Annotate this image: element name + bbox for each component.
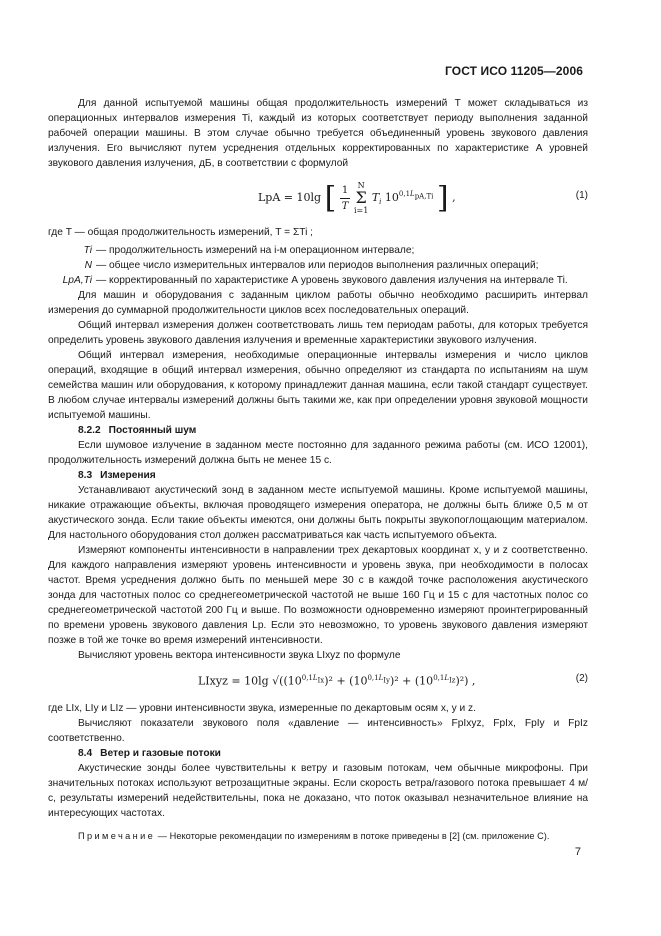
section-number: 8.3: [78, 470, 93, 481]
note: [48, 829, 588, 844]
standard-header: ГОСТ ИСО 11205—2006: [445, 64, 583, 78]
formula-1-expression: LpA = 10lg [ $\frac{1}{T}$ N Σ i=1 $T_i$ $10^{0,1L_{pA,Ti}}$ ] ,: [258, 180, 456, 216]
section-title: Измерения: [100, 470, 156, 481]
definition-item: [48, 243, 588, 258]
paragraph-intro: Для данной испытуемой машины общая продолжительность измерений T может складываться из операционных интервалов измерения Ti, каждый из которых соответствует периоду выполнения заданной рабочей операции машины. В этом случае обычно требуется объединенный уровень звукового давления излучения. Его вычисляют путем усреднения отдельных корректированных по характеристике А уровней звукового давления излучения, дБ, в соответствии с формулой: [48, 98, 588, 169]
definition-item: [48, 258, 588, 273]
formula-2-expression: LIxyz = 10lg $√((10^{0,1L_{Ix}})^2 + (10^{0,1L_{Iy}})^2 + (10^{0,1L_{Iz}})^2)$ ,: [198, 674, 476, 688]
formula-2: [48, 665, 588, 699]
definition-text: — корректированный по характеристике А уровень звукового давления излучения на интервале Ti.: [96, 275, 568, 286]
note-text: — Некоторые рекомендации по измерениям в потоке приведены в [2] (см. приложение С).: [157, 831, 550, 841]
formula-1: [48, 173, 588, 223]
paragraph-vector-level: Вычисляют уровень вектора интенсивности звука LIxyz по формуле: [78, 650, 401, 661]
definition-symbol: LpA,Ti: [62, 275, 92, 286]
formula-1-number: (1): [575, 190, 588, 201]
section-number: 8.4: [78, 748, 93, 759]
paragraph-interval: Общий интервал измерения должен соответствовать лишь тем периодам работы, для которых требуется определить уровень звукового давления излучения и временные характеристики звукового излучения.: [48, 320, 588, 346]
paragraph-field-indicators: Вычисляют показатели звукового поля «давление — интенсивность» FpIxyz, FpIx, FpIy и FpIz соответственно.: [48, 718, 588, 744]
formula-1-lhs: LpA = 10lg: [258, 191, 322, 204]
note-label: Примечание: [78, 831, 156, 841]
paragraph-intervals-standard: Общий интервал измерения, необходимые операционные интервалы измерения и число циклов операций, входящие в общий интервал измерения, обычно определяют из стандарта по испытаниям на шум семейства машин или оборудования, к которому принадлежит данная машина, если такой стандарт существует. В любом случае интервалы измерений должны быть такими же, как при определении уровня звуковой мощности испытуемой машины.: [48, 350, 588, 421]
definition-symbol: Ti: [83, 245, 92, 256]
section-heading-8-3: [48, 468, 588, 483]
definition-text: — общее число измерительных интервалов или периодов выполнения различных операций;: [96, 260, 539, 271]
page-number: 7: [574, 846, 581, 858]
definition-item: [48, 273, 588, 288]
paragraph-probe-setup: Устанавливают акустический зонд в заданном месте испытуемой машины. Кроме испытуемой машины, никакие отражающие объекты, включая проводящего измерения оператора, не должны быть ближе 0,5 м от акустического зонда. Если такие объекты имеются, они должны быть покрыты звукопоглощающим материалом. Для настольного оборудования стол должен рассматриваться как часть испытуемого объекта.: [48, 485, 588, 541]
section-heading-8-2-2: [48, 423, 588, 438]
document-body: [48, 96, 588, 844]
formula-2-lhs: LIxyz = 10lg: [198, 674, 269, 688]
paragraph-cycle: Для машин и оборудования с заданным циклом работы обычно необходимо расширить интервал измерения до суммарной продолжительности циклов всех последовательных операций.: [48, 290, 588, 316]
paragraph-wind: Акустические зонды более чувствительны к ветру и газовым потокам, чем обычные микрофоны. При значительных потоках используют ветрозащитные экраны. Если скорость ветра/газового потока превышает 4 м/с, результаты измерений недействительны, пока не доказано, что поток оказывал незначительное влияние на интересующих частотах.: [48, 763, 588, 819]
paragraph-components: Измеряют компоненты интенсивности в направлении трех декартовых координат x, y и z соответственно. Для каждого направления измеряют уровень интенсивности и уровень звука, при необходимости в полосах частот. Время усреднения должно быть по меньшей мере 30 с в каждой точке расположения акустического зонда для частотных полос со среднегеометрической частотой не выше 160 Гц и 15 с для частотных полос со среднегеометрической частотой 200 Гц и выше. По возможности одновременно измеряют проинтегрированный по времени уровень звукового давления Lp. Если это невозможно, то уровень звукового давления измеряют позже в той же точке во время измерений интенсивности.: [48, 545, 588, 646]
section-number: 8.2.2: [78, 425, 101, 436]
section-title: Ветер и газовые потоки: [100, 748, 221, 759]
definition-symbol: N: [84, 260, 92, 271]
paragraph-steady-noise: Если шумовое излучение в заданном месте постоянно для заданного режима работы (см. ИСО 12001), продолжительность измерений должна быть не менее 15 с.: [48, 440, 588, 466]
formula-2-number: (2): [575, 673, 588, 684]
section-heading-8-4: [48, 746, 588, 761]
where-intensity-levels: где LIx, LIy и LIz — уровни интенсивности звука, измеренные по декартовым осям x, y и z.: [48, 703, 476, 714]
section-title: Постоянный шум: [108, 425, 197, 436]
where-total-duration: где T — общая продолжительность измерений, T = ΣTi ;: [48, 227, 314, 238]
definitions-list: [48, 243, 588, 288]
definition-text: — продолжительность измерений на i-м операционном интервале;: [96, 245, 415, 256]
